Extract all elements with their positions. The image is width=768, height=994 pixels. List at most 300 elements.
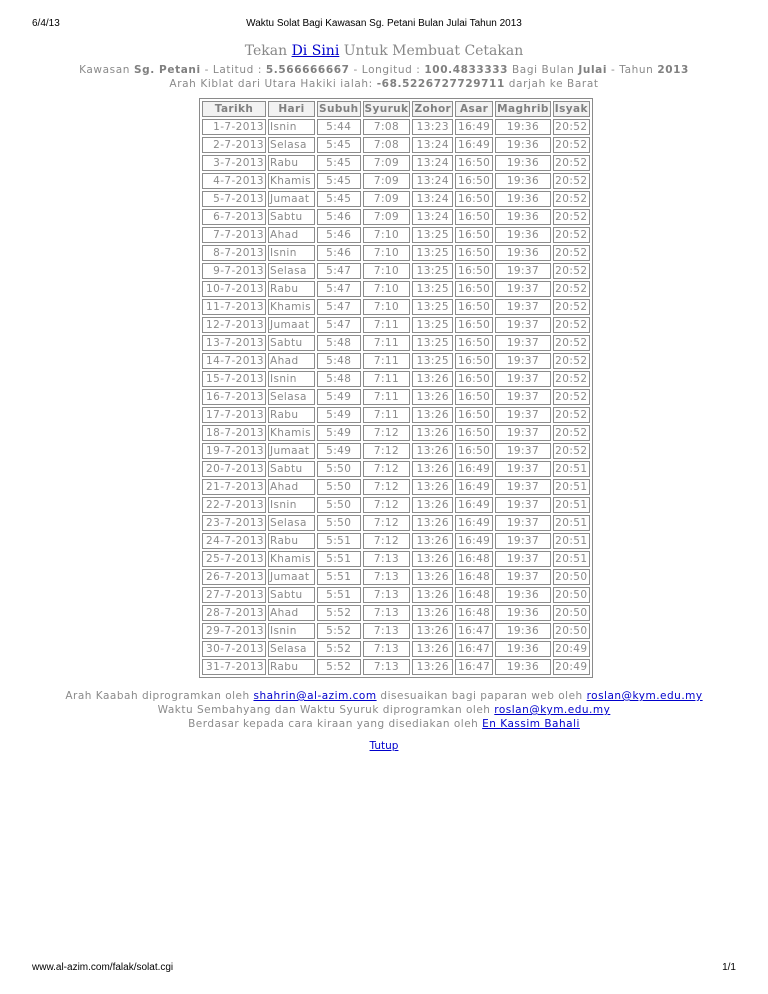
- cell-subuh: 5:50: [317, 479, 361, 495]
- table-row: [202, 407, 590, 423]
- cell-day: Rabu: [268, 155, 315, 171]
- cell-subuh: 5:45: [317, 137, 361, 153]
- cell-date: 15-7-2013: [202, 371, 266, 387]
- cell-subuh: 5:51: [317, 533, 361, 549]
- print-link[interactable]: Di Sini: [291, 43, 340, 59]
- cell-zohor: 13:24: [412, 173, 453, 189]
- table-row: [202, 299, 590, 315]
- cell-zohor: 13:24: [412, 191, 453, 207]
- print-url: www.al-azim.com/falak/solat.cgi: [32, 962, 174, 973]
- cell-date: 18-7-2013: [202, 425, 266, 441]
- table-row: [202, 119, 590, 135]
- cell-isyak: 20:52: [553, 155, 590, 171]
- cell-day: Sabtu: [268, 335, 315, 351]
- credit-line-2: [0, 704, 768, 716]
- cell-maghrib: 19:37: [495, 281, 551, 297]
- cell-maghrib: 19:37: [495, 551, 551, 567]
- cell-maghrib: 19:36: [495, 155, 551, 171]
- cell-day: Khamis: [268, 173, 315, 189]
- cell-maghrib: 19:37: [495, 299, 551, 315]
- cell-asar: 16:49: [455, 533, 493, 549]
- close-link[interactable]: Tutup: [369, 740, 399, 752]
- cell-zohor: 13:26: [412, 407, 453, 423]
- cell-maghrib: 19:36: [495, 623, 551, 639]
- cell-date: 9-7-2013: [202, 263, 266, 279]
- cell-syuruk: 7:12: [363, 479, 411, 495]
- cell-isyak: 20:52: [553, 119, 590, 135]
- table-row: [202, 245, 590, 261]
- cell-zohor: 13:25: [412, 335, 453, 351]
- table-header-row: [202, 101, 590, 117]
- cell-subuh: 5:49: [317, 425, 361, 441]
- cell-isyak: 20:52: [553, 173, 590, 189]
- cell-isyak: 20:52: [553, 209, 590, 225]
- kiblat-label: Arah Kiblat dari Utara Hakiki ialah:: [169, 78, 377, 90]
- cell-day: Sabtu: [268, 587, 315, 603]
- table-row: [202, 443, 590, 459]
- cell-subuh: 5:45: [317, 155, 361, 171]
- cell-subuh: 5:47: [317, 263, 361, 279]
- cell-subuh: 5:50: [317, 497, 361, 513]
- cell-syuruk: 7:12: [363, 461, 411, 477]
- table-row: [202, 641, 590, 657]
- column-header-date: Tarikh: [202, 101, 266, 117]
- cell-day: Selasa: [268, 137, 315, 153]
- cell-asar: 16:49: [455, 479, 493, 495]
- cell-subuh: 5:46: [317, 245, 361, 261]
- cell-asar: 16:50: [455, 371, 493, 387]
- kiblat-value: -68.5226727729711: [376, 78, 505, 90]
- cell-asar: 16:50: [455, 173, 493, 189]
- cell-day: Sabtu: [268, 461, 315, 477]
- cell-maghrib: 19:37: [495, 335, 551, 351]
- table-row: [202, 461, 590, 477]
- column-header-day: Hari: [268, 101, 315, 117]
- cell-syuruk: 7:09: [363, 191, 411, 207]
- cell-zohor: 13:26: [412, 623, 453, 639]
- cell-asar: 16:47: [455, 623, 493, 639]
- print-header: [32, 18, 736, 29]
- cell-asar: 16:50: [455, 209, 493, 225]
- cell-maghrib: 19:37: [495, 389, 551, 405]
- cell-maghrib: 19:36: [495, 137, 551, 153]
- cell-asar: 16:50: [455, 281, 493, 297]
- cell-zohor: 13:26: [412, 425, 453, 441]
- table-row: [202, 587, 590, 603]
- bulan-value: Julai: [578, 64, 608, 76]
- cell-syuruk: 7:11: [363, 389, 411, 405]
- cell-zohor: 13:26: [412, 641, 453, 657]
- table-row: [202, 659, 590, 675]
- cell-date: 7-7-2013: [202, 227, 266, 243]
- cell-subuh: 5:49: [317, 443, 361, 459]
- cell-date: 26-7-2013: [202, 569, 266, 585]
- cell-asar: 16:47: [455, 659, 493, 675]
- latitud-label: - Latitud :: [200, 64, 266, 76]
- credit3-text: Berdasar kepada cara kiraan yang disediakan oleh: [188, 718, 483, 730]
- cell-isyak: 20:52: [553, 191, 590, 207]
- cell-isyak: 20:52: [553, 299, 590, 315]
- cell-zohor: 13:25: [412, 263, 453, 279]
- cell-syuruk: 7:11: [363, 371, 411, 387]
- cell-zohor: 13:25: [412, 281, 453, 297]
- cell-subuh: 5:45: [317, 191, 361, 207]
- cell-subuh: 5:46: [317, 227, 361, 243]
- table-row: [202, 263, 590, 279]
- close-link-container: [0, 740, 768, 752]
- page-title: [0, 43, 768, 59]
- print-date: 6/4/13: [32, 18, 60, 29]
- cell-day: Khamis: [268, 551, 315, 567]
- table-row: [202, 389, 590, 405]
- table-row: [202, 155, 590, 171]
- cell-isyak: 20:52: [553, 263, 590, 279]
- cell-date: 5-7-2013: [202, 191, 266, 207]
- cell-maghrib: 19:36: [495, 191, 551, 207]
- cell-zohor: 13:23: [412, 119, 453, 135]
- cell-isyak: 20:49: [553, 659, 590, 675]
- cell-asar: 16:48: [455, 551, 493, 567]
- cell-zohor: 13:26: [412, 371, 453, 387]
- cell-maghrib: 19:36: [495, 641, 551, 657]
- cell-syuruk: 7:08: [363, 137, 411, 153]
- table-row: [202, 623, 590, 639]
- print-page-number: 1/1: [722, 962, 736, 973]
- tahun-label: - Tahun: [607, 64, 658, 76]
- table-row: [202, 227, 590, 243]
- cell-maghrib: 19:37: [495, 317, 551, 333]
- cell-syuruk: 7:10: [363, 281, 411, 297]
- cell-isyak: 20:52: [553, 407, 590, 423]
- cell-asar: 16:50: [455, 443, 493, 459]
- cell-syuruk: 7:11: [363, 407, 411, 423]
- cell-syuruk: 7:11: [363, 335, 411, 351]
- cell-isyak: 20:49: [553, 641, 590, 657]
- cell-isyak: 20:50: [553, 623, 590, 639]
- cell-day: Ahad: [268, 605, 315, 621]
- tahun-value: 2013: [657, 64, 689, 76]
- cell-syuruk: 7:12: [363, 443, 411, 459]
- longitud-value: 100.4833333: [424, 64, 509, 76]
- credit2-text: Waktu Sembahyang dan Waktu Syuruk diprogramkan oleh: [157, 704, 495, 716]
- cell-date: 23-7-2013: [202, 515, 266, 531]
- cell-date: 24-7-2013: [202, 533, 266, 549]
- cell-zohor: 13:25: [412, 353, 453, 369]
- credit-line-1: [0, 690, 768, 702]
- table-row: [202, 497, 590, 513]
- cell-day: Isnin: [268, 371, 315, 387]
- column-header-zohor: Zohor: [414, 103, 452, 115]
- cell-date: 21-7-2013: [202, 479, 266, 495]
- cell-isyak: 20:50: [553, 587, 590, 603]
- cell-date: 31-7-2013: [202, 659, 266, 675]
- credit1-text-b: disesuaikan bagi paparan web oleh: [376, 690, 587, 702]
- kassim-bahali-link[interactable]: En Kassim Bahali: [482, 718, 580, 730]
- kawasan-label: Kawasan: [79, 64, 130, 76]
- table-body: [202, 119, 590, 675]
- cell-zohor: 13:26: [412, 389, 453, 405]
- cell-date: 4-7-2013: [202, 173, 266, 189]
- cell-subuh: 5:52: [317, 659, 361, 675]
- cell-syuruk: 7:09: [363, 209, 411, 225]
- cell-zohor: 13:25: [412, 227, 453, 243]
- cell-syuruk: 7:09: [363, 155, 411, 171]
- cell-day: Rabu: [268, 407, 315, 423]
- cell-asar: 16:48: [455, 569, 493, 585]
- table-row: [202, 569, 590, 585]
- cell-date: 1-7-2013: [202, 119, 266, 135]
- cell-syuruk: 7:11: [363, 317, 411, 333]
- cell-subuh: 5:47: [317, 317, 361, 333]
- cell-asar: 16:50: [455, 407, 493, 423]
- cell-isyak: 20:52: [553, 137, 590, 153]
- cell-isyak: 20:51: [553, 479, 590, 495]
- cell-date: 12-7-2013: [202, 317, 266, 333]
- table-row: [202, 335, 590, 351]
- cell-day: Jumaat: [268, 569, 315, 585]
- cell-asar: 16:50: [455, 425, 493, 441]
- cell-asar: 16:50: [455, 335, 493, 351]
- longitud-label: - Longitud :: [349, 64, 425, 76]
- column-header-subuh: Subuh: [319, 103, 359, 115]
- cell-asar: 16:50: [455, 353, 493, 369]
- cell-asar: 16:50: [455, 245, 493, 261]
- location-info: [0, 64, 768, 76]
- cell-subuh: 5:52: [317, 605, 361, 621]
- latitud-value: 5.566666667: [265, 64, 350, 76]
- cell-asar: 16:50: [455, 191, 493, 207]
- cell-isyak: 20:52: [553, 371, 590, 387]
- kiblat-suffix: darjah ke Barat: [504, 78, 599, 90]
- cell-maghrib: 19:36: [495, 245, 551, 261]
- cell-day: Jumaat: [268, 317, 315, 333]
- cell-syuruk: 7:13: [363, 641, 411, 657]
- cell-day: Sabtu: [268, 209, 315, 225]
- cell-date: 27-7-2013: [202, 587, 266, 603]
- cell-syuruk: 7:08: [363, 119, 411, 135]
- cell-isyak: 20:52: [553, 317, 590, 333]
- cell-asar: 16:50: [455, 155, 493, 171]
- cell-isyak: 20:52: [553, 335, 590, 351]
- cell-asar: 16:50: [455, 317, 493, 333]
- roslan-email-link[interactable]: roslan@kym.edu.my: [586, 690, 703, 702]
- cell-day: Isnin: [268, 119, 315, 135]
- cell-isyak: 20:51: [553, 497, 590, 513]
- cell-zohor: 13:24: [412, 209, 453, 225]
- bulan-label: Bagi Bulan: [508, 64, 579, 76]
- cell-subuh: 5:52: [317, 641, 361, 657]
- cell-syuruk: 7:13: [363, 659, 411, 675]
- cell-day: Rabu: [268, 533, 315, 549]
- cell-subuh: 5:49: [317, 407, 361, 423]
- cell-date: 10-7-2013: [202, 281, 266, 297]
- cell-date: 20-7-2013: [202, 461, 266, 477]
- cell-asar: 16:48: [455, 587, 493, 603]
- cell-isyak: 20:50: [553, 605, 590, 621]
- cell-isyak: 20:52: [553, 389, 590, 405]
- cell-maghrib: 19:37: [495, 461, 551, 477]
- cell-subuh: 5:50: [317, 515, 361, 531]
- cell-date: 25-7-2013: [202, 551, 266, 567]
- cell-maghrib: 19:36: [495, 119, 551, 135]
- cell-date: 3-7-2013: [202, 155, 266, 171]
- table-row: [202, 353, 590, 369]
- cell-asar: 16:48: [455, 605, 493, 621]
- cell-isyak: 20:51: [553, 461, 590, 477]
- table-row: [202, 209, 590, 225]
- cell-isyak: 20:51: [553, 551, 590, 567]
- print-title: Waktu Solat Bagi Kawasan Sg. Petani Bulan Julai Tahun 2013: [246, 18, 522, 29]
- cell-date: 11-7-2013: [202, 299, 266, 315]
- cell-asar: 16:49: [455, 515, 493, 531]
- cell-maghrib: 19:37: [495, 569, 551, 585]
- table-row: [202, 533, 590, 549]
- table-row: [202, 191, 590, 207]
- cell-syuruk: 7:10: [363, 227, 411, 243]
- cell-day: Ahad: [268, 227, 315, 243]
- cell-day: Selasa: [268, 389, 315, 405]
- cell-day: Khamis: [268, 425, 315, 441]
- cell-day: Rabu: [268, 281, 315, 297]
- cell-maghrib: 19:37: [495, 533, 551, 549]
- cell-asar: 16:49: [455, 119, 493, 135]
- cell-date: 6-7-2013: [202, 209, 266, 225]
- cell-date: 22-7-2013: [202, 497, 266, 513]
- cell-zohor: 13:26: [412, 443, 453, 459]
- cell-maghrib: 19:37: [495, 497, 551, 513]
- shahrin-email-link[interactable]: shahrin@al-azim.com: [253, 690, 377, 702]
- cell-maghrib: 19:37: [495, 515, 551, 531]
- cell-date: 19-7-2013: [202, 443, 266, 459]
- cell-subuh: 5:44: [317, 119, 361, 135]
- cell-subuh: 5:51: [317, 587, 361, 603]
- cell-maghrib: 19:36: [495, 605, 551, 621]
- cell-date: 16-7-2013: [202, 389, 266, 405]
- cell-date: 29-7-2013: [202, 623, 266, 639]
- cell-syuruk: 7:13: [363, 569, 411, 585]
- credit1-text-a: Arah Kaabah diprogramkan oleh: [65, 690, 254, 702]
- title-after: Untuk Membuat Cetakan: [343, 43, 524, 59]
- table-row: [202, 605, 590, 621]
- cell-maghrib: 19:36: [495, 209, 551, 225]
- cell-day: Isnin: [268, 497, 315, 513]
- table-row: [202, 281, 590, 297]
- cell-isyak: 20:52: [553, 245, 590, 261]
- cell-maghrib: 19:36: [495, 659, 551, 675]
- cell-date: 28-7-2013: [202, 605, 266, 621]
- cell-syuruk: 7:13: [363, 605, 411, 621]
- cell-zohor: 13:25: [412, 245, 453, 261]
- cell-zohor: 13:26: [412, 497, 453, 513]
- cell-isyak: 20:52: [553, 425, 590, 441]
- cell-subuh: 5:52: [317, 623, 361, 639]
- cell-syuruk: 7:13: [363, 587, 411, 603]
- cell-syuruk: 7:10: [363, 245, 411, 261]
- table-row: [202, 551, 590, 567]
- cell-zohor: 13:25: [412, 317, 453, 333]
- cell-asar: 16:50: [455, 263, 493, 279]
- cell-day: Isnin: [268, 623, 315, 639]
- cell-zohor: 13:26: [412, 479, 453, 495]
- cell-zohor: 13:26: [412, 533, 453, 549]
- table-row: [202, 173, 590, 189]
- column-header-syuruk: Syuruk: [364, 103, 409, 115]
- cell-day: Ahad: [268, 479, 315, 495]
- cell-zohor: 13:24: [412, 137, 453, 153]
- cell-subuh: 5:51: [317, 569, 361, 585]
- cell-isyak: 20:52: [553, 227, 590, 243]
- cell-subuh: 5:51: [317, 551, 361, 567]
- cell-subuh: 5:48: [317, 353, 361, 369]
- cell-syuruk: 7:09: [363, 173, 411, 189]
- cell-syuruk: 7:12: [363, 425, 411, 441]
- cell-subuh: 5:47: [317, 299, 361, 315]
- cell-maghrib: 19:37: [495, 443, 551, 459]
- cell-zohor: 13:26: [412, 461, 453, 477]
- cell-zohor: 13:26: [412, 587, 453, 603]
- cell-day: Isnin: [268, 245, 315, 261]
- cell-day: Selasa: [268, 515, 315, 531]
- cell-day: Rabu: [268, 659, 315, 675]
- table-row: [202, 515, 590, 531]
- cell-isyak: 20:52: [553, 281, 590, 297]
- cell-zohor: 13:25: [412, 299, 453, 315]
- cell-syuruk: 7:11: [363, 353, 411, 369]
- cell-asar: 16:47: [455, 641, 493, 657]
- table-row: [202, 425, 590, 441]
- credit-line-3: [0, 718, 768, 730]
- cell-isyak: 20:51: [553, 533, 590, 549]
- cell-zohor: 13:26: [412, 605, 453, 621]
- roslan-email-link-2[interactable]: roslan@kym.edu.my: [494, 704, 611, 716]
- cell-syuruk: 7:13: [363, 623, 411, 639]
- cell-zohor: 13:26: [412, 659, 453, 675]
- cell-asar: 16:50: [455, 299, 493, 315]
- cell-date: 30-7-2013: [202, 641, 266, 657]
- cell-day: Ahad: [268, 353, 315, 369]
- cell-isyak: 20:52: [553, 443, 590, 459]
- cell-subuh: 5:45: [317, 173, 361, 189]
- cell-zohor: 13:26: [412, 551, 453, 567]
- cell-maghrib: 19:37: [495, 263, 551, 279]
- cell-day: Selasa: [268, 641, 315, 657]
- cell-zohor: 13:26: [412, 569, 453, 585]
- cell-syuruk: 7:12: [363, 497, 411, 513]
- cell-maghrib: 19:37: [495, 479, 551, 495]
- cell-maghrib: 19:37: [495, 407, 551, 423]
- cell-date: 8-7-2013: [202, 245, 266, 261]
- cell-asar: 16:50: [455, 389, 493, 405]
- cell-maghrib: 19:37: [495, 425, 551, 441]
- cell-syuruk: 7:12: [363, 515, 411, 531]
- table-row: [202, 317, 590, 333]
- cell-day: Jumaat: [268, 443, 315, 459]
- cell-date: 14-7-2013: [202, 353, 266, 369]
- cell-subuh: 5:48: [317, 335, 361, 351]
- cell-subuh: 5:47: [317, 281, 361, 297]
- table-row: [202, 137, 590, 153]
- cell-maghrib: 19:36: [495, 587, 551, 603]
- cell-subuh: 5:48: [317, 371, 361, 387]
- cell-syuruk: 7:10: [363, 263, 411, 279]
- table-row: [202, 371, 590, 387]
- cell-zohor: 13:26: [412, 515, 453, 531]
- cell-maghrib: 19:37: [495, 353, 551, 369]
- cell-date: 17-7-2013: [202, 407, 266, 423]
- column-header-maghrib: Maghrib: [497, 103, 549, 115]
- cell-maghrib: 19:37: [495, 371, 551, 387]
- print-footer: [32, 962, 736, 973]
